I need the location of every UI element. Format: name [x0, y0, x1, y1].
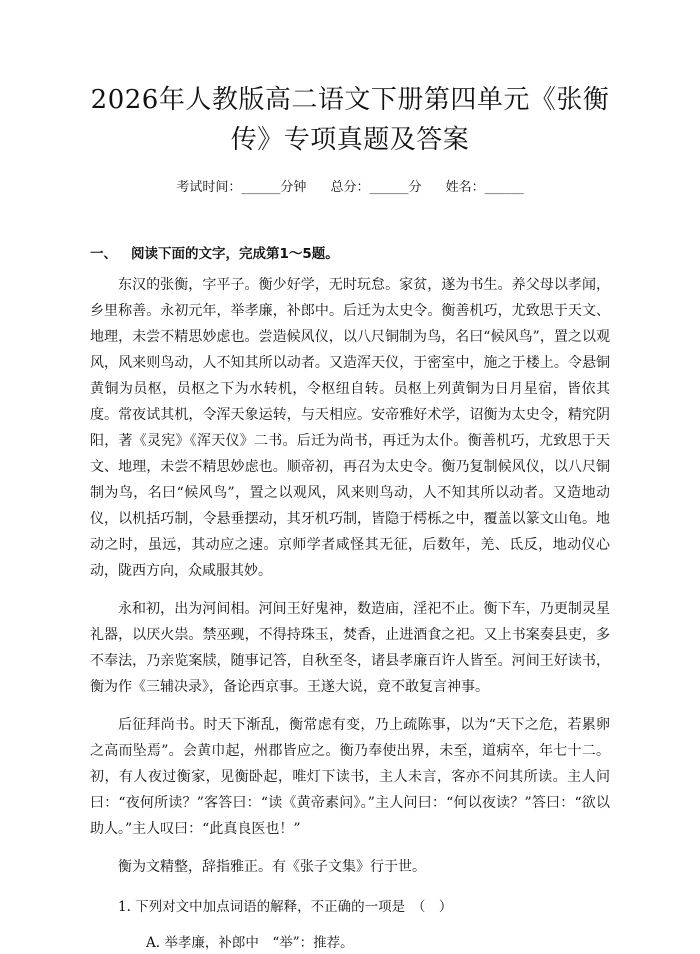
exam-time: 考试时间：______分钟: [176, 180, 307, 195]
question-1: 1. 下列对文中加点词语的解释，不正确的一项是 （ ）: [118, 899, 453, 915]
passage-paragraph-4: 衡为文精整，辞指雅正。有《张子文集》行于世。: [118, 859, 426, 875]
section-number: 一、: [90, 246, 117, 262]
section-instruction: 阅读下面的文字，完成第1～5题。: [131, 246, 339, 262]
section-heading: [90, 242, 610, 262]
question-1-option-a: A. 举孝廉，补郎中 “举”：推荐。: [146, 935, 354, 951]
exam-score: 总分：______分: [330, 180, 422, 195]
passage-paragraph-2: 永和初，出为河间相。河间王好鬼神，数造庙，淫祀不止。衡下车，乃更制灵星礼器，以厌火祟。禁巫觋，不得持珠玉，焚香，止进酒食之祀。又上书案奏县吏，多不奉法，乃亲览案牍，随事记答，自秋至冬，诸县孝廉百许人皆至。河间王好读书，衡为作《三辅决录》，备论西京事。王遂大说，竟不敢复言神事。: [90, 601, 610, 695]
document-title: 2026年人教版高二语文下册第四单元《张衡传》专项真题及答案: [90, 85, 610, 155]
passage-paragraph-3: 后征拜尚书。时天下渐乱，衡常虑有变，乃上疏陈事，以为“天下之危，若累卵之高而坠焉”。会黄巾起，州郡皆应之。衡乃奉使出界，未至，道病卒，年七十二。初，有人夜过衡家，见衡卧起，唯灯下读书，主人未言，客亦不问其所读。主人问曰：“夜何所读？”客答曰：“读《黄帝素问》。”主人问曰：“何以夜读？”答曰：“欲以助人。”主人叹曰：“此真良医也！”: [90, 717, 610, 837]
exam-meta: [90, 178, 610, 198]
student-name: 姓名：______: [445, 180, 524, 195]
passage-paragraph-1: 东汉的张衡，字平子。衡少好学，无时玩怠。家贫，遂为书生。养父母以孝闻，乡里称善。永初元年，举孝廉，补郎中。后迁为太史令。衡善机巧，尤致思于天文、地理，未尝不精思妙虑也。尝造候风仪，以八尺铜制为鸟，名曰“候风鸟”，置之以观风，风来则鸟动，人不知其所以动者。又造浑天仪，于密室中，施之于楼上。令悬铜黄铜为员枢，员枢之下为水转机，令枢纽自转。员枢上列黄铜为日月星宿，皆依其度。常夜试其机，令浑天象运转，与天相应。安帝雅好术学，诏衡为太史令，精究阴阳，著《灵宪》《浑天仪》二书。后迁为尚书，再迁为太仆。衡善机巧，尤致思于天文、地理，未尝不精思妙虑也。顺帝初，再召为太史令。衡乃复制候风仪，以八尺铜制为鸟，名曰“候风鸟”，置之以观风，风来则鸟动，人不知其所以动者。又造地动仪，以机括巧制，令悬垂摆动，其牙机巧制，皆隐于樗栎之中，覆盖以篆文山龟。地动之时，虽远，其动应之速。京师学者咸怪其无征，后数年，羌、氐反，地动仪心动，陇西方向，众咸服其妙。: [90, 277, 610, 579]
